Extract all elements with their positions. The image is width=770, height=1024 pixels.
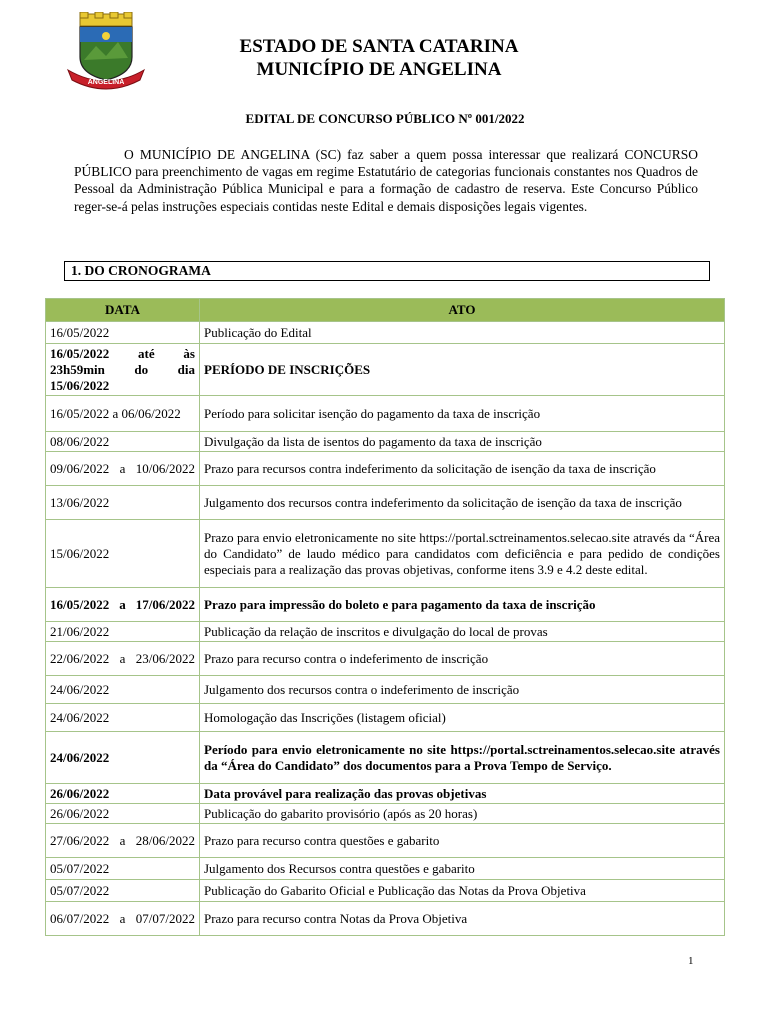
row-date: 24/06/2022 — [46, 676, 200, 704]
municipality-title: MUNICÍPIO DE ANGELINA — [256, 59, 502, 80]
row-act: Prazo para envio eletronicamente no site https://portal.sctreinamentos.selecao.site através da “Área do Candidato” de laudo médico para candidatos com deficiência e para pedido de condições especiais para a realização das provas objetivas, conforme itens 3.9 e 4.2 deste edital. — [200, 520, 725, 588]
row-act: PERÍODO DE INSCRIÇÕES — [200, 344, 725, 396]
row-act: Homologação das Inscrições (listagem oficial) — [200, 704, 725, 732]
table-row — [46, 396, 725, 432]
row-date: 27/06/2022 a 28/06/2022 — [46, 824, 200, 858]
row-act: Prazo para recursos contra indeferimento da solicitação de isenção da taxa de inscrição — [200, 452, 725, 486]
table-row — [46, 676, 725, 704]
row-act: Data provável para realização das provas objetivas — [200, 784, 725, 804]
table-row — [46, 622, 725, 642]
table-row — [46, 704, 725, 732]
row-date: 16/05/2022 a 06/06/2022 — [46, 396, 200, 432]
row-date: 24/06/2022 — [46, 732, 200, 784]
row-date: 05/07/2022 — [46, 880, 200, 902]
row-date: 09/06/2022 a 10/06/2022 — [46, 452, 200, 486]
row-act: Julgamento dos recursos contra indeferimento da solicitação de isenção da taxa de inscrição — [200, 486, 725, 520]
row-date: 05/07/2022 — [46, 858, 200, 880]
row-act: Prazo para recurso contra Notas da Prova Objetiva — [200, 902, 725, 936]
table-row — [46, 588, 725, 622]
row-date: 26/06/2022 — [46, 804, 200, 824]
row-act: Prazo para impressão do boleto e para pagamento da taxa de inscrição — [200, 588, 725, 622]
table-row — [46, 452, 725, 486]
row-date: 13/06/2022 — [46, 486, 200, 520]
table-row — [46, 520, 725, 588]
row-date: 16/05/2022 a 17/06/2022 — [46, 588, 200, 622]
page-number: 1 — [688, 955, 694, 967]
table-row — [46, 858, 725, 880]
table-row — [46, 344, 725, 396]
row-date: 21/06/2022 — [46, 622, 200, 642]
row-act: Divulgação da lista de isentos do pagamento da taxa de inscrição — [200, 432, 725, 452]
row-date: 15/06/2022 — [46, 520, 200, 588]
table-row — [46, 784, 725, 804]
row-date: 16/05/2022 até às 23h59min do dia 15/06/2022 — [46, 344, 200, 396]
row-act: Prazo para recurso contra o indeferimento de inscrição — [200, 642, 725, 676]
table-header-row — [46, 299, 725, 322]
crest-ribbon-text: ANGELINA — [87, 79, 125, 86]
row-date: 26/06/2022 — [46, 784, 200, 804]
table-row — [46, 642, 725, 676]
row-act: Publicação do Gabarito Oficial e Publicação das Notas da Prova Objetiva — [200, 880, 725, 902]
row-date: 06/07/2022 a 07/07/2022 — [46, 902, 200, 936]
row-act: Prazo para recurso contra questões e gabarito — [200, 824, 725, 858]
schedule-table — [45, 298, 725, 936]
intro-paragraph: O MUNICÍPIO DE ANGELINA (SC) faz saber a quem possa interessar que realizará CONCURSO PÚBLICO para preenchimento de vagas em regime Estatutário de categorias funcionais constantes nos Quadros de Pessoal da Administração Pública Municipal e para a formação de cadastro de reserva. Este Concurso Público reger-se-á pelas instruções especiais contidas neste Edital e demais disposições legais vigentes. — [74, 147, 698, 214]
table-row — [46, 902, 725, 936]
row-act: Julgamento dos Recursos contra questões e gabarito — [200, 858, 725, 880]
row-act: Publicação do Edital — [200, 322, 725, 344]
edital-title: EDITAL DE CONCURSO PÚBLICO Nº 001/2022 — [245, 111, 525, 126]
row-act: Período para envio eletronicamente no site https://portal.sctreinamentos.selecao.site através da “Área do Candidato” dos documentos para a Prova Tempo de Serviço. — [200, 732, 725, 784]
table-row — [46, 880, 725, 902]
table-row — [46, 322, 725, 344]
section-heading-cronograma: 1. DO CRONOGRAMA — [64, 261, 710, 281]
row-date: 08/06/2022 — [46, 432, 200, 452]
table-row — [46, 486, 725, 520]
column-header-date: DATA — [46, 299, 200, 322]
row-act: Publicação da relação de inscritos e divulgação do local de provas — [200, 622, 725, 642]
row-date: 16/05/2022 — [46, 322, 200, 344]
state-title: ESTADO DE SANTA CATARINA — [239, 36, 519, 57]
table-row — [46, 824, 725, 858]
table-row — [46, 432, 725, 452]
table-row — [46, 732, 725, 784]
crest-crown-icon — [80, 12, 132, 26]
column-header-act: ATO — [200, 299, 725, 322]
row-act: Publicação do gabarito provisório (após as 20 horas) — [200, 804, 725, 824]
row-date: 24/06/2022 — [46, 704, 200, 732]
row-date: 22/06/2022 a 23/06/2022 — [46, 642, 200, 676]
row-act: Julgamento dos recursos contra o indeferimento de inscrição — [200, 676, 725, 704]
row-act: Período para solicitar isenção do pagamento da taxa de inscrição — [200, 396, 725, 432]
table-row — [46, 804, 725, 824]
